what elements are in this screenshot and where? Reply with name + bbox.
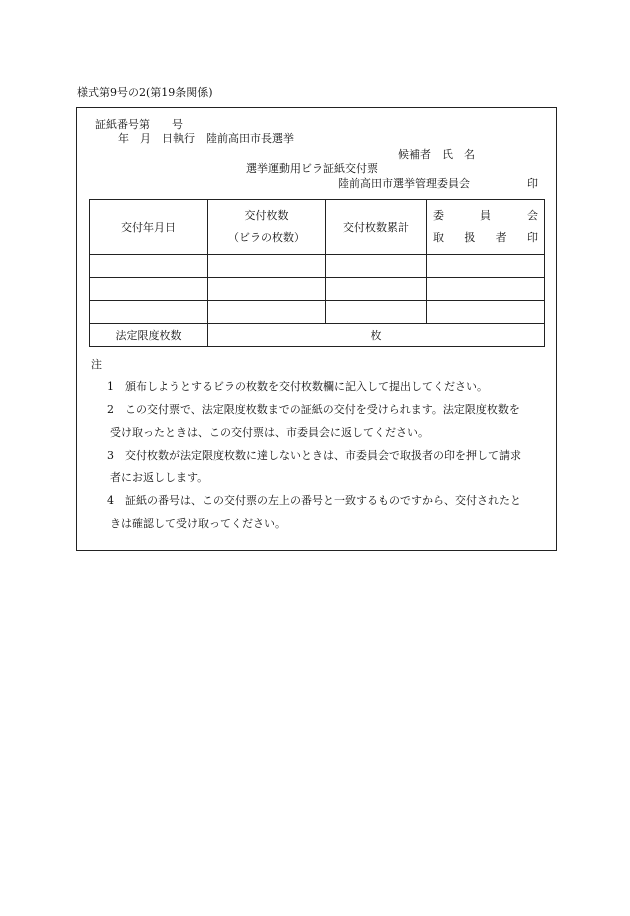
seal-cell[interactable] (427, 255, 545, 278)
handler-char: 委 (433, 209, 444, 222)
date-cell[interactable] (90, 301, 208, 324)
cumulative-cell[interactable] (326, 301, 427, 324)
legal-limit-value: 枚 (208, 324, 545, 347)
table-row (90, 278, 545, 301)
header-issue-count-sub: （ビラの枚数） (228, 231, 305, 244)
handler-char: 印 (526, 231, 538, 244)
serial-number-label: 証紙番号第 号 (95, 118, 183, 131)
notes-heading: 注 (91, 358, 102, 371)
form-title: 選挙運動用ビラ証紙交付票 (246, 162, 378, 175)
note-line: 3 交付枚数が法定限度枚数に達しないときは、市委員会で取扱者の印を押して請求 (107, 449, 521, 462)
note-line: きは確認して受け取ってください。 (110, 517, 286, 530)
legal-limit-label: 法定限度枚数 (90, 324, 208, 347)
count-cell[interactable] (208, 278, 326, 301)
header-issue-date: 交付年月日 (90, 200, 208, 255)
cumulative-cell[interactable] (326, 278, 427, 301)
note-line: 2 この交付票で、法定限度枚数までの証紙の交付を受けられます。法定限度枚数を (107, 403, 520, 416)
note-line: 1 頒布しようとするビラの枚数を交付枚数欄に記入して提出してください。 (107, 380, 488, 393)
candidate-name-label: 候補者 氏 名 (398, 148, 475, 161)
count-cell[interactable] (208, 301, 326, 324)
handler-char: 者 (495, 231, 507, 244)
handler-char: 員 (480, 209, 491, 222)
date-cell[interactable] (90, 255, 208, 278)
table-row (90, 255, 545, 278)
table-row (90, 301, 545, 324)
handler-char: 扱 (464, 231, 476, 244)
note-line: 4 証紙の番号は、この交付票の左上の番号と一致するものですから、交付されたと (107, 494, 521, 507)
seal-cell[interactable] (427, 301, 545, 324)
date-cell[interactable] (90, 278, 208, 301)
committee-name: 陸前高田市選挙管理委員会 (338, 177, 470, 190)
cumulative-cell[interactable] (326, 255, 427, 278)
issuance-table (89, 199, 545, 347)
committee-seal-mark: 印 (527, 177, 538, 190)
header-cumulative-count: 交付枚数累計 (326, 200, 427, 255)
header-issue-count (208, 200, 326, 255)
legal-limit-row (90, 324, 545, 347)
count-cell[interactable] (208, 255, 326, 278)
header-handler-line1 (427, 205, 544, 227)
table-header-row (90, 200, 545, 255)
header-issue-count-main: 交付枚数 (244, 209, 289, 222)
form-heading: 様式第9号の2(第19条関係) (77, 86, 213, 99)
election-name: 年 月 日執行 陸前高田市長選挙 (118, 132, 294, 145)
header-handler (427, 200, 545, 255)
note-line: 者にお返しします。 (110, 471, 209, 484)
seal-cell[interactable] (427, 278, 545, 301)
note-line: 受け取ったときは、この交付票は、市委員会に返してください。 (110, 426, 429, 439)
header-handler-line2 (427, 227, 544, 249)
handler-char: 取 (433, 231, 444, 244)
handler-char: 会 (527, 209, 538, 222)
